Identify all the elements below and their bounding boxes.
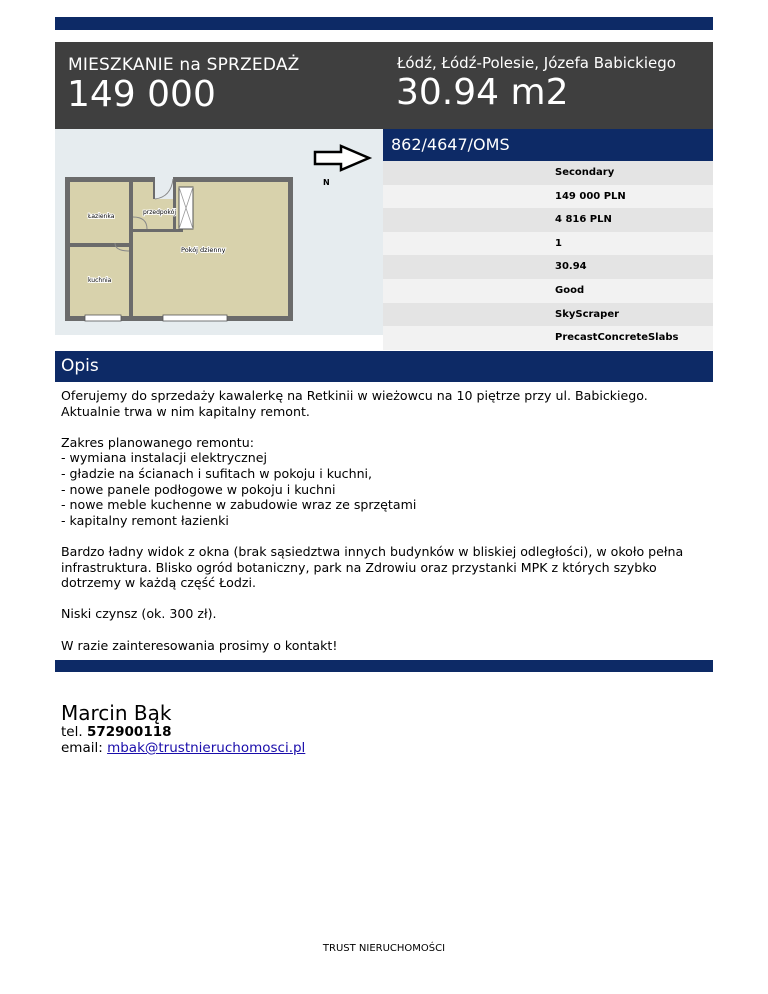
description-paragraph: Zakres planowanego remontu: - wymiana instalacji elektrycznej - gładzie na ścianach i sufitach w pokoju i kuchni, - nowe panele podłogowe w pokoju i kuchni - nowe meble kuchenne w zabudowie wraz ze sprzętami - kapitalny remont łazienki (61, 434, 417, 528)
phone-label: tel. (61, 724, 83, 740)
detail-row (383, 255, 713, 279)
detail-row (383, 185, 713, 209)
footer-brand: TRUST NIERUCHOMOŚCI (322, 943, 446, 954)
listing-type: MIESZKANIE na SPRZEDAŻ (68, 55, 300, 75)
reference-number: 862/4647/OMS (391, 135, 510, 154)
detail-row (383, 232, 713, 256)
detail-row (383, 161, 713, 185)
agent-name: Marcin Bąk (61, 701, 172, 725)
listing-price: 149 000 (67, 74, 216, 115)
description-heading-bar (55, 351, 713, 382)
listing-header (55, 42, 713, 129)
north-label: N (323, 178, 330, 187)
description-paragraph: Bardzo ładny widok z okna (brak sąsiedztwa innych budynków w bliskiej odległości), w około pełna infrastruktura. Blisko ogród botaniczny, park na Zdrowiu oraz przystanki MPK z których szybko dotrzemy w każdą część Łodzi. (61, 543, 684, 591)
detail-value: 1 (555, 237, 562, 249)
detail-row (383, 208, 713, 232)
room-label-living-room: Pokój dzienny (181, 246, 226, 254)
detail-value: 30.94 (555, 261, 587, 273)
top-accent-bar (55, 17, 713, 30)
detail-value: Secondary (555, 167, 615, 178)
email-label: email: (61, 740, 103, 756)
detail-row (383, 303, 713, 327)
room-label-kitchen: kuchnia (88, 277, 112, 284)
detail-value: 149 000 PLN (555, 190, 626, 202)
listing-area: 30.94 m2 (396, 72, 569, 113)
north-arrow-icon (315, 146, 369, 170)
bottom-accent-bar (55, 660, 713, 672)
description-paragraph: Niski czynsz (ok. 300 zł). (61, 606, 217, 622)
listing-location: Łódź, Łódź-Polesie, Józefa Babickiego (397, 54, 676, 72)
detail-value: Good (555, 284, 585, 296)
agent-phone (61, 724, 172, 740)
description-heading: Opis (61, 356, 99, 376)
floor-plan (55, 129, 383, 335)
email-link[interactable]: mbak@trustnieruchomosci.pl (107, 740, 306, 756)
description-body (61, 388, 709, 669)
reference-bar (383, 129, 713, 161)
detail-row (383, 279, 713, 303)
description-paragraph: W razie zainteresowania prosimy o kontakt! (61, 637, 338, 653)
detail-row (383, 326, 713, 350)
detail-value: 4 816 PLN (555, 214, 612, 226)
property-details (383, 161, 713, 350)
room-label-bathroom: Łazienka (88, 213, 115, 220)
detail-value: SkyScraper (555, 308, 620, 320)
description-paragraph: Oferujemy do sprzedaży kawalerkę na Retkinii w wieżowcu na 10 piętrze przy ul. Babickiego. Aktualnie trwa w nim kapitalny remont. (61, 388, 648, 419)
room-label-hallway: przedpokój (143, 209, 177, 216)
agent-email (61, 740, 305, 756)
detail-value: PrecastConcreteSlabs (555, 332, 679, 344)
phone-number: 572900118 (86, 724, 172, 740)
